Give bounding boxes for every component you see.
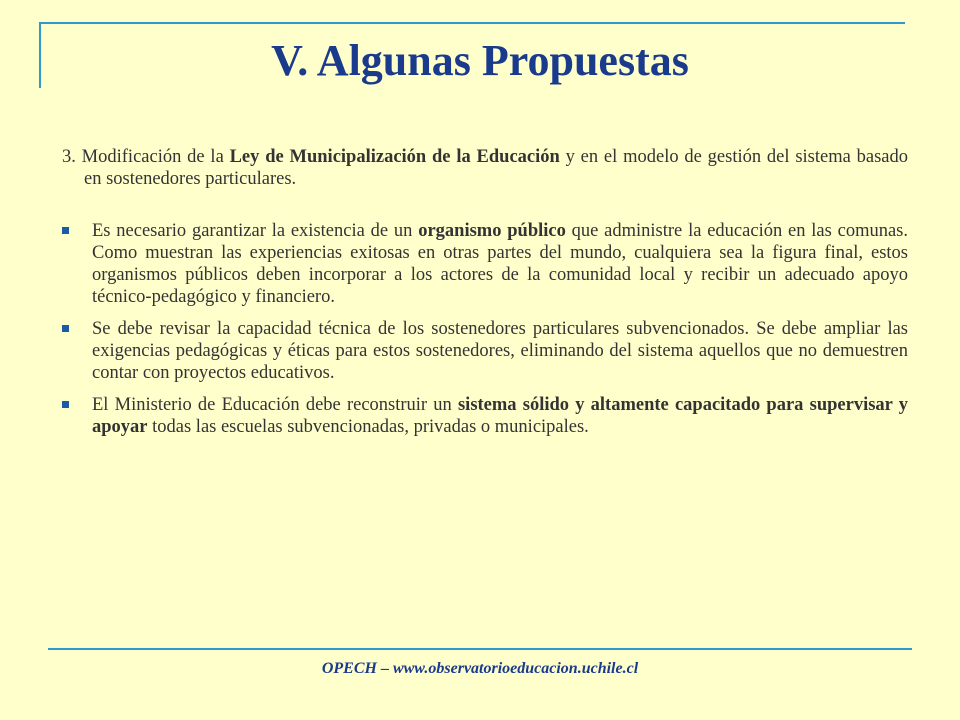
slide-title: V. Algunas Propuestas	[271, 36, 689, 85]
intro-paragraph	[62, 146, 908, 190]
slide-body	[62, 146, 908, 448]
list-item	[62, 318, 908, 384]
intro-bold: Ley de Municipalización de la Educación	[229, 147, 560, 167]
footer-divider	[48, 648, 912, 650]
bullet-bold-text: sistema sólido y altamente capacitado para supervisar y apoyar	[92, 395, 908, 437]
bullet-text: Es necesario garantizar la existencia de un	[92, 221, 419, 241]
bullet-text: todas las escuelas subvencionadas, privadas o municipales.	[147, 417, 589, 437]
footer-text: OPECH – www.observatorioeducacion.uchile.cl	[321, 660, 639, 677]
list-item	[62, 394, 908, 438]
intro-prefix: 3. Modificación de la	[62, 147, 230, 167]
square-bullet-icon	[62, 227, 69, 234]
bullet-bold-text: organismo público	[418, 221, 566, 241]
bullet-text: que administre la educación en las comunas. Como muestran las experiencias exitosas en otras partes del mundo, cualquiera sea la figura final, estos organismos públicos deben incorporar a los actores de la comunidad local y recibir un adecuado apoyo técnico-pedagógico y financiero.	[92, 221, 909, 307]
bullet-text: Se debe revisar la capacidad técnica de los sostenedores particulares subvencionados. Se debe ampliar las exigencias pedagógicas y éticas para estos sostenedores, eliminando del sistema aquellos que no demuestren contar con proyectos educativos.	[92, 319, 908, 383]
top-frame-line	[40, 22, 905, 24]
square-bullet-icon	[62, 325, 69, 332]
intro-suffix: y en el modelo de gestión del sistema basado en sostenedores particulares.	[84, 147, 908, 189]
bullet-text: El Ministerio de Educación debe reconstruir un	[92, 395, 458, 415]
list-item	[62, 220, 908, 308]
square-bullet-icon	[62, 401, 69, 408]
bullet-list	[62, 220, 908, 438]
